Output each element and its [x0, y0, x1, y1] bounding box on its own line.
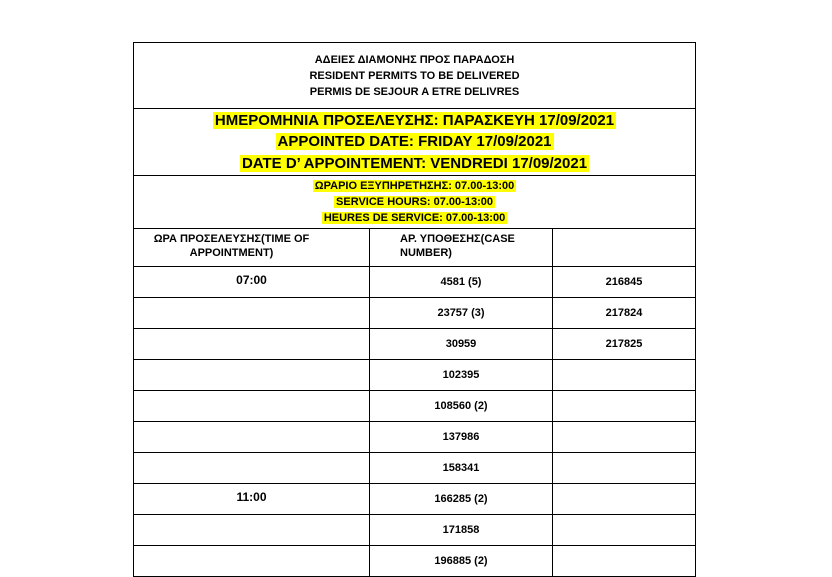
permits-table	[133, 42, 696, 577]
permits-document	[133, 42, 695, 577]
date-greek: ΗΜΕΡΟΜΗΝΙΑ ΠΡΟΣΕΛΕΥΣΗΣ: ΠΑΡΑΣΚΕΥΗ 17/09/2021	[214, 111, 615, 129]
hours-french: HEURES DE SERVICE: 07.00-13:00	[323, 212, 506, 224]
extra-number-cell: 217824	[553, 298, 696, 329]
date-cell	[134, 109, 696, 176]
extra-column-header	[553, 229, 696, 267]
extra-number-cell	[553, 453, 696, 484]
time-cell: 07:00	[134, 267, 370, 298]
time-cell	[134, 515, 370, 546]
case-number-cell: 166285 (2)	[370, 484, 553, 515]
time-column-header: ΩΡΑ ΠΡΟΣΕΛΕΥΣΗΣ(TIME OF APPOINTMENT)	[134, 229, 370, 267]
time-cell	[134, 391, 370, 422]
table-row	[134, 546, 696, 577]
hours-english: SERVICE HOURS: 07.00-13:00	[336, 196, 493, 208]
extra-number-cell: 216845	[553, 267, 696, 298]
table-row	[134, 329, 696, 360]
extra-number-cell	[553, 422, 696, 453]
extra-number-cell	[553, 391, 696, 422]
time-cell	[134, 546, 370, 577]
case-number-cell: 30959	[370, 329, 553, 360]
time-cell	[134, 329, 370, 360]
time-cell	[134, 453, 370, 484]
case-number-cell: 137986	[370, 422, 553, 453]
time-cell	[134, 422, 370, 453]
title-row	[134, 43, 696, 109]
appointments-body	[134, 267, 696, 577]
table-row	[134, 422, 696, 453]
case-number-cell: 4581 (5)	[370, 267, 553, 298]
case-number-cell: 158341	[370, 453, 553, 484]
title-french: PERMIS DE SEJOUR A ETRE DELIVRES	[309, 85, 520, 98]
case-column-header: ΑΡ. ΥΠΟΘΕΣΗΣ(CASE NUMBER)	[370, 229, 553, 267]
title-english: RESIDENT PERMITS TO BE DELIVERED	[309, 69, 520, 82]
extra-number-cell	[553, 515, 696, 546]
case-number-cell: 102395	[370, 360, 553, 391]
title-cell	[134, 43, 696, 109]
time-cell	[134, 360, 370, 391]
hours-cell	[134, 176, 696, 229]
column-header-row	[134, 229, 696, 267]
hours-greek: ΩΡΑΡΙΟ ΕΞΥΠΗΡΕΤΗΣΗΣ: 07.00-13:00	[314, 180, 515, 192]
date-row	[134, 109, 696, 176]
hours-row	[134, 176, 696, 229]
table-row	[134, 484, 696, 515]
table-row	[134, 360, 696, 391]
time-cell	[134, 298, 370, 329]
case-number-cell: 108560 (2)	[370, 391, 553, 422]
table-row	[134, 391, 696, 422]
extra-number-cell: 217825	[553, 329, 696, 360]
case-number-cell: 196885 (2)	[370, 546, 553, 577]
date-english: APPOINTED DATE: FRIDAY 17/09/2021	[277, 133, 552, 151]
date-french: DATE D’ APPOINTEMENT: VENDREDI 17/09/2021	[241, 154, 588, 172]
extra-number-cell	[553, 484, 696, 515]
table-row	[134, 267, 696, 298]
table-row	[134, 453, 696, 484]
title-greek: ΑΔΕΙΕΣ ΔΙΑΜΟΝΗΣ ΠΡΟΣ ΠΑΡΑΔΟΣΗ	[314, 53, 515, 66]
extra-number-cell	[553, 546, 696, 577]
extra-number-cell	[553, 360, 696, 391]
table-row	[134, 298, 696, 329]
time-cell: 11:00	[134, 484, 370, 515]
case-number-cell: 171858	[370, 515, 553, 546]
case-number-cell: 23757 (3)	[370, 298, 553, 329]
table-row	[134, 515, 696, 546]
